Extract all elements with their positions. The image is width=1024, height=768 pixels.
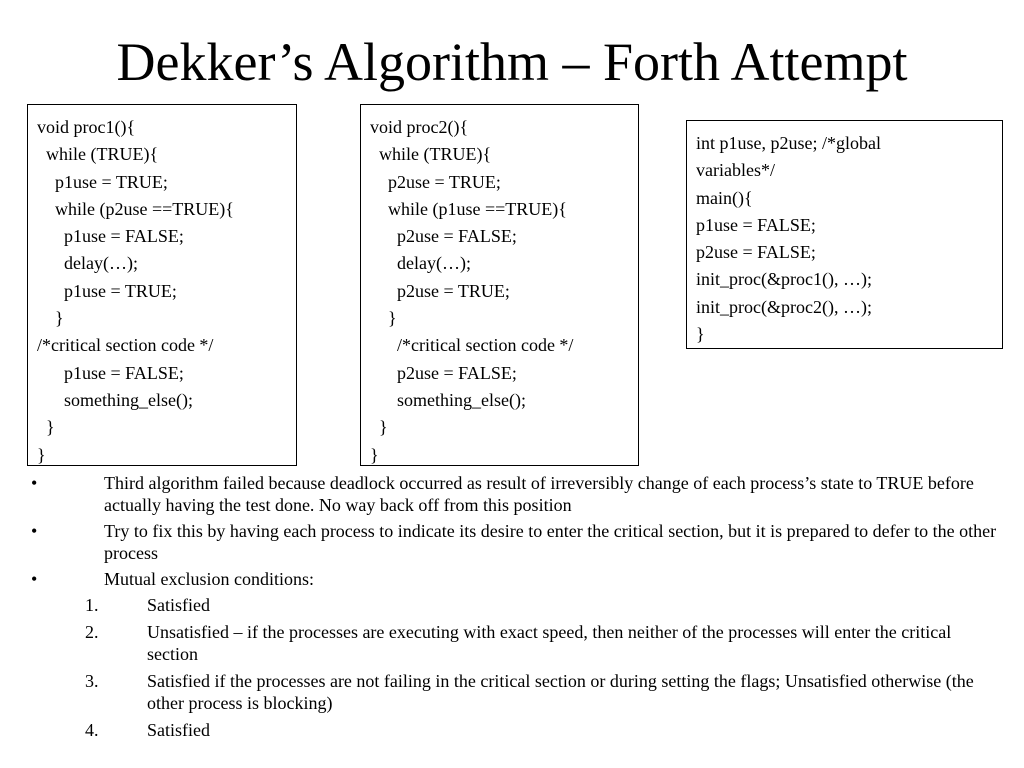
code-line: something_else(); (370, 389, 526, 410)
condition-number: 2. (85, 622, 99, 642)
code-line: main(){ (696, 187, 753, 208)
condition-text: Satisfied (147, 720, 210, 740)
bullet-item (31, 472, 1006, 516)
code-line: } (370, 444, 379, 465)
code-line: while (TRUE){ (370, 144, 492, 165)
bullet-marker: • (31, 521, 38, 541)
bullet-text: Mutual exclusion conditions: (104, 569, 314, 589)
code-line: } (370, 417, 388, 438)
code-line: } (370, 308, 397, 329)
code-line: /*critical section code */ (37, 335, 214, 356)
code-line: } (37, 417, 55, 438)
code-line: void proc2(){ (370, 117, 469, 137)
code-line: init_proc(&proc1(), …); (696, 269, 872, 290)
bullet-marker: • (31, 569, 38, 589)
code-line: delay(…); (37, 253, 138, 274)
code-line: p2use = TRUE; (370, 171, 501, 192)
code-line: variables*/ (696, 160, 775, 181)
code-line: int p1use, p2use; /*global (696, 133, 881, 153)
code-line: p2use = FALSE; (696, 242, 816, 263)
code-line: p2use = FALSE; (370, 226, 517, 247)
bullet-list (31, 472, 1006, 746)
condition-text: Unsatisfied – if the processes are executing with exact speed, then neither of the processes will enter the critical section (147, 622, 952, 664)
condition-text: Satisfied (147, 595, 210, 615)
condition-number: 3. (85, 671, 99, 691)
code-line: } (37, 308, 64, 329)
code-line: p1use = TRUE; (37, 280, 177, 301)
bullet-text: Try to fix this by having each process to indicate its desire to enter the critical section, but it is prepared to defer to the other process (104, 521, 997, 563)
main-code-box (686, 120, 1003, 349)
code-line: p1use = FALSE; (696, 214, 816, 235)
bullet-text: Third algorithm failed because deadlock occurred as result of irreversibly change of each process’s state to TRUE before actually having the test done. No way back off from this position (104, 473, 974, 515)
bullet-item (31, 520, 1006, 564)
code-line: while (p1use ==TRUE){ (370, 198, 567, 219)
code-line: p2use = FALSE; (370, 362, 517, 383)
condition-item (31, 670, 1006, 714)
code-line: p1use = TRUE; (37, 171, 168, 192)
bullet-item (31, 568, 1006, 590)
code-line: void proc1(){ (37, 117, 136, 137)
code-line: /*critical section code */ (370, 335, 574, 356)
slide-title: Dekker’s Algorithm – Forth Attempt (116, 32, 908, 92)
condition-item (31, 719, 1006, 741)
condition-item (31, 621, 1006, 665)
code-line: something_else(); (37, 389, 193, 410)
condition-number: 1. (85, 595, 99, 615)
code-line: delay(…); (370, 253, 471, 274)
proc1-code-box (27, 104, 297, 466)
code-line: } (37, 444, 46, 465)
code-line: p1use = FALSE; (37, 362, 184, 383)
code-line: init_proc(&proc2(), …); (696, 296, 872, 317)
condition-number: 4. (85, 720, 99, 740)
proc2-code-box (360, 104, 639, 466)
condition-item (31, 594, 1006, 616)
code-line: while (p2use ==TRUE){ (37, 198, 234, 219)
code-line: } (696, 324, 705, 345)
bullet-marker: • (31, 473, 38, 493)
code-line: p1use = FALSE; (37, 226, 184, 247)
condition-text: Satisfied if the processes are not failing in the critical section or during setting the flags; Unsatisfied otherwise (the other process is blocking) (147, 671, 974, 713)
code-line: while (TRUE){ (37, 144, 159, 165)
code-line: p2use = TRUE; (370, 280, 510, 301)
